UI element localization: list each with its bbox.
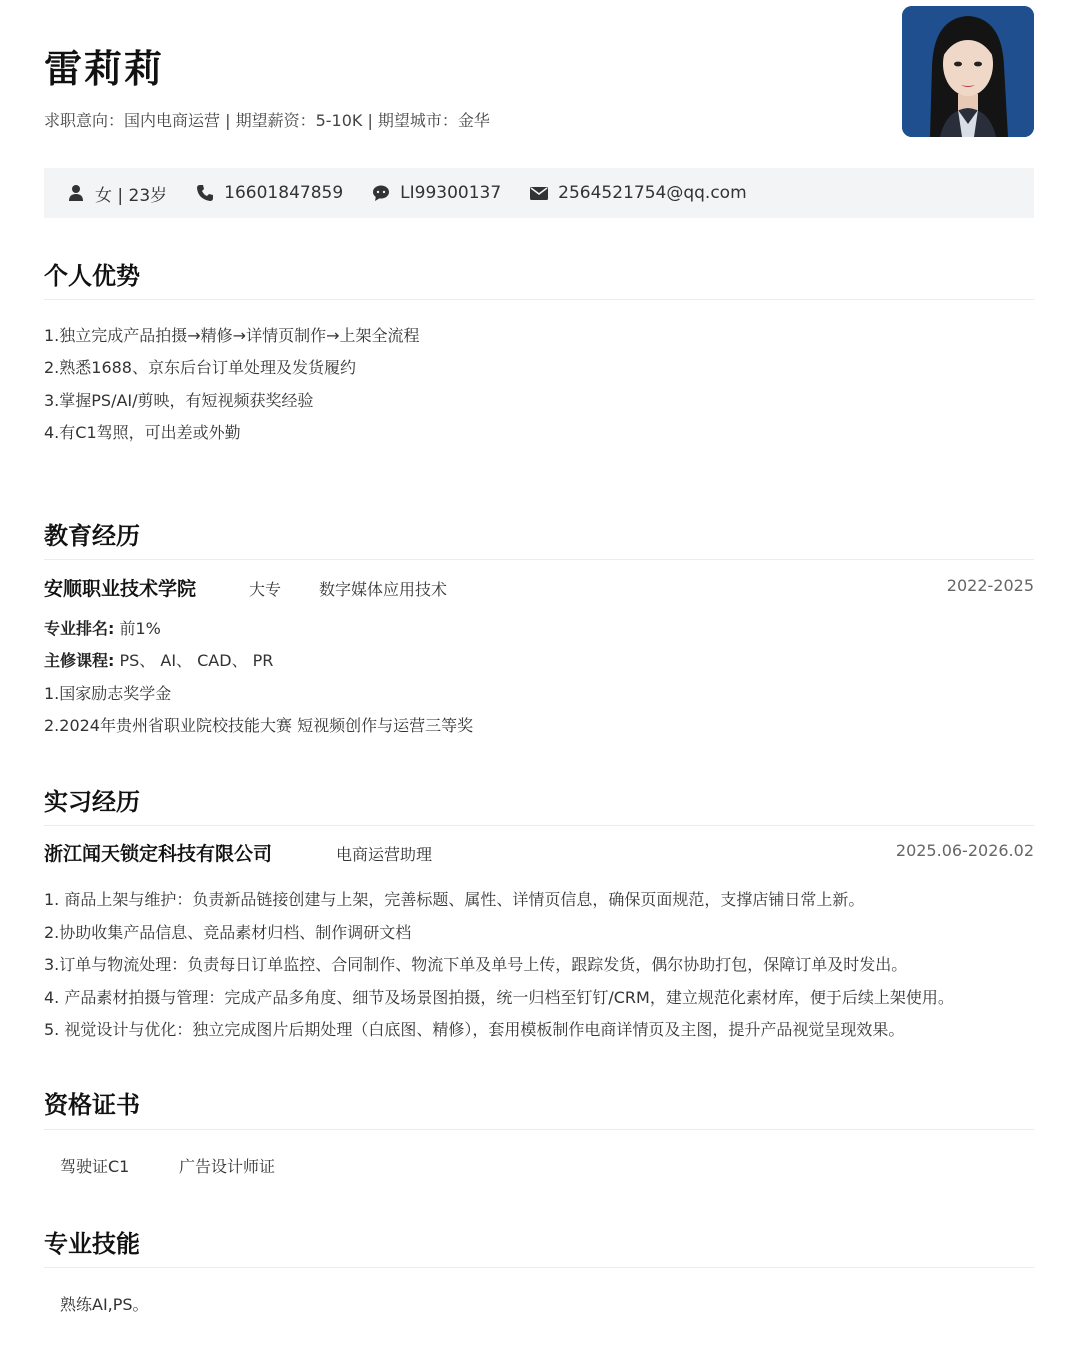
job-role: 电商运营助理 [336, 845, 433, 864]
main-courses [44, 648, 273, 671]
divider [44, 559, 1034, 560]
degree: 大专 [249, 580, 282, 599]
phone-icon [195, 183, 215, 203]
section-title-skills: 专业技能 [44, 1230, 140, 1258]
award-item: 1.国家励志奖学金 [44, 684, 172, 703]
section-title-certificates: 资格证书 [44, 1091, 140, 1119]
email-text: 2564521754@qq.com [558, 183, 747, 203]
internship-item: 3.订单与物流处理：负责每日订单监控、合同制作、物流下单及单号上传，跟踪发货，偶尔协助打包，保障订单及时发出。 [44, 955, 908, 974]
divider [44, 299, 1034, 300]
advantage-item: 1.独立完成产品拍摄→精修→详情页制作→上架全流程 [44, 326, 420, 345]
major-rank [44, 616, 161, 639]
certificate-item: 驾驶证C1 [60, 1157, 130, 1176]
contact-phone [195, 183, 343, 203]
candidate-name: 雷莉莉 [44, 47, 165, 91]
internship-row [44, 839, 1034, 865]
contact-gender-age [66, 181, 167, 206]
internship-item: 2.协助收集产品信息、竞品素材归档、制作调研文档 [44, 923, 412, 942]
email-icon [529, 183, 549, 203]
portrait-illustration [902, 6, 1034, 137]
skills-text: 熟练AI,PS。 [60, 1295, 149, 1314]
internship-item: 4. 产品素材拍摄与管理：完成产品多角度、细节及场景图拍摄，统一归档至钉钉/CRM，建立规范化素材库，便于后续上架使用。 [44, 988, 954, 1007]
major: 数字媒体应用技术 [319, 580, 448, 599]
internship-item: 1. 商品上架与维护：负责新品链接创建与上架，完善标题、属性、详情页信息，确保页面规范，支撑店铺日常上新。 [44, 890, 865, 909]
section-title-internship: 实习经历 [44, 788, 140, 816]
person-icon [66, 183, 86, 203]
courses-label: 主修课程: [44, 651, 115, 670]
contact-bar [44, 168, 1034, 218]
contact-email [529, 183, 746, 203]
section-title-advantages: 个人优势 [44, 262, 140, 290]
education-date: 2022-2025 [946, 576, 1034, 595]
advantage-item: 4.有C1驾照，可出差或外勤 [44, 423, 241, 442]
education-row [44, 574, 1034, 600]
phone-text: 16601847859 [224, 183, 344, 203]
section-title-education: 教育经历 [44, 522, 140, 550]
divider [44, 1129, 1034, 1130]
advantage-item: 2.熟悉1688、京东后台订单处理及发货履约 [44, 358, 356, 377]
job-intention: 求职意向：国内电商运营 | 期望薪资：5-10K | 期望城市：金华 [44, 111, 490, 130]
profile-photo [902, 6, 1034, 137]
wechat-text: LI99300137 [400, 183, 502, 203]
certificate-item: 广告设计师证 [179, 1157, 276, 1176]
award-item: 2.2024年贵州省职业院校技能大赛 短视频创作与运营三等奖 [44, 716, 474, 735]
company-name: 浙江闻天锁定科技有限公司 [44, 843, 273, 865]
internship-item: 5. 视觉设计与优化：独立完成图片后期处理（白底图、精修），套用模板制作电商详情页及主图，提升产品视觉呈现效果。 [44, 1020, 905, 1039]
divider [44, 825, 1034, 826]
advantage-item: 3.掌握PS/AI/剪映，有短视频获奖经验 [44, 391, 314, 410]
gender-age-text: 女 | 23岁 [95, 185, 168, 206]
divider [44, 1267, 1034, 1268]
wechat-icon [371, 183, 391, 203]
courses-value: PS、 AI、 CAD、 PR [114, 651, 274, 670]
contact-wechat [371, 183, 501, 203]
school-name: 安顺职业技术学院 [44, 578, 197, 600]
rank-value: 前1% [114, 619, 161, 638]
internship-date: 2025.06-2026.02 [895, 841, 1034, 860]
rank-label: 专业排名: [44, 619, 115, 638]
